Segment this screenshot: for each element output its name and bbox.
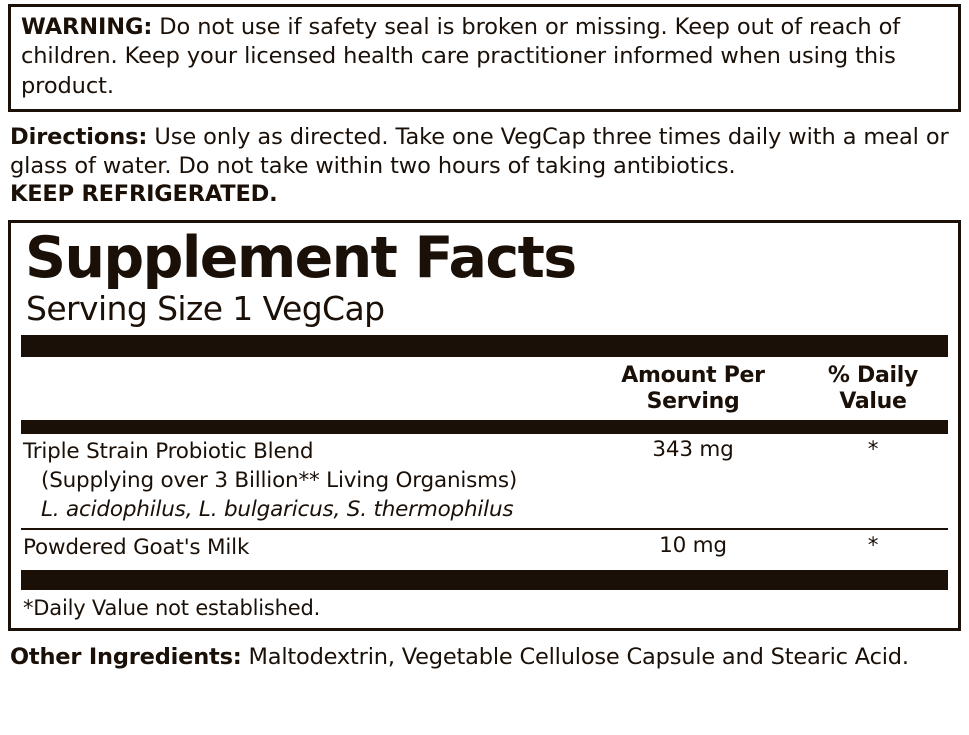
warning-text <box>21 13 948 101</box>
nutrient-amount: 343 mg <box>652 436 734 462</box>
column-header-dv-line1: % Daily <box>827 362 919 388</box>
nutrient-species: L. acidophilus, L. bulgaricus, S. thermophilus <box>41 496 514 522</box>
column-header-amount-line1: Amount Per <box>621 362 765 388</box>
other-ingredients-block <box>8 643 961 672</box>
divider-bar-medium <box>21 420 948 434</box>
supplement-facts-header-row <box>21 363 948 416</box>
warning-body: Do not use if safety seal is broken or missing. Keep out of reach of children. Keep your licensed health care practitioner informed when using this product. <box>21 14 901 99</box>
nutrient-subtext: (Supplying over 3 Billion** Living Organisms) <box>41 467 518 493</box>
supplement-label-page <box>0 4 969 735</box>
other-ingredients-label: Other Ingredients: <box>10 643 242 670</box>
warning-box <box>8 4 961 112</box>
nutrient-name-cell <box>21 533 588 562</box>
serving-size: Serving Size 1 VegCap <box>26 288 385 328</box>
nutrient-amount: 10 mg <box>659 532 727 558</box>
column-header-amount <box>588 363 798 416</box>
divider-bar-bottom <box>21 570 948 590</box>
nutrient-name-cell <box>21 437 588 524</box>
directions-body: Use only as directed. Take one VegCap three times daily with a meal or glass of water. Do not take within two hours of taking antibiotics. <box>10 123 949 179</box>
nutrient-name: Powdered Goat's Milk <box>23 534 250 560</box>
keep-refrigerated-note: KEEP REFRIGERATED. <box>10 181 278 208</box>
divider-bar-thick <box>21 335 948 357</box>
nutrient-daily-value: * <box>867 436 879 462</box>
column-header-dv-line2: Value <box>839 389 907 415</box>
directions-label: Directions: <box>10 123 148 150</box>
supplement-facts-title: Supplement Facts <box>25 224 576 291</box>
column-header-daily-value <box>798 363 948 416</box>
table-row <box>21 530 948 566</box>
other-ingredients-body: Maltodextrin, Vegetable Cellulose Capsule and Stearic Acid. <box>241 643 909 670</box>
daily-value-footnote: *Daily Value not established. <box>23 595 321 620</box>
table-row <box>21 434 948 528</box>
nutrient-name: Triple Strain Probiotic Blend <box>23 438 314 464</box>
column-header-amount-line2: Serving <box>646 389 740 415</box>
directions-block <box>8 123 961 210</box>
supplement-facts-panel <box>8 220 961 631</box>
nutrient-daily-value: * <box>867 532 879 558</box>
warning-label: WARNING: <box>21 14 153 40</box>
